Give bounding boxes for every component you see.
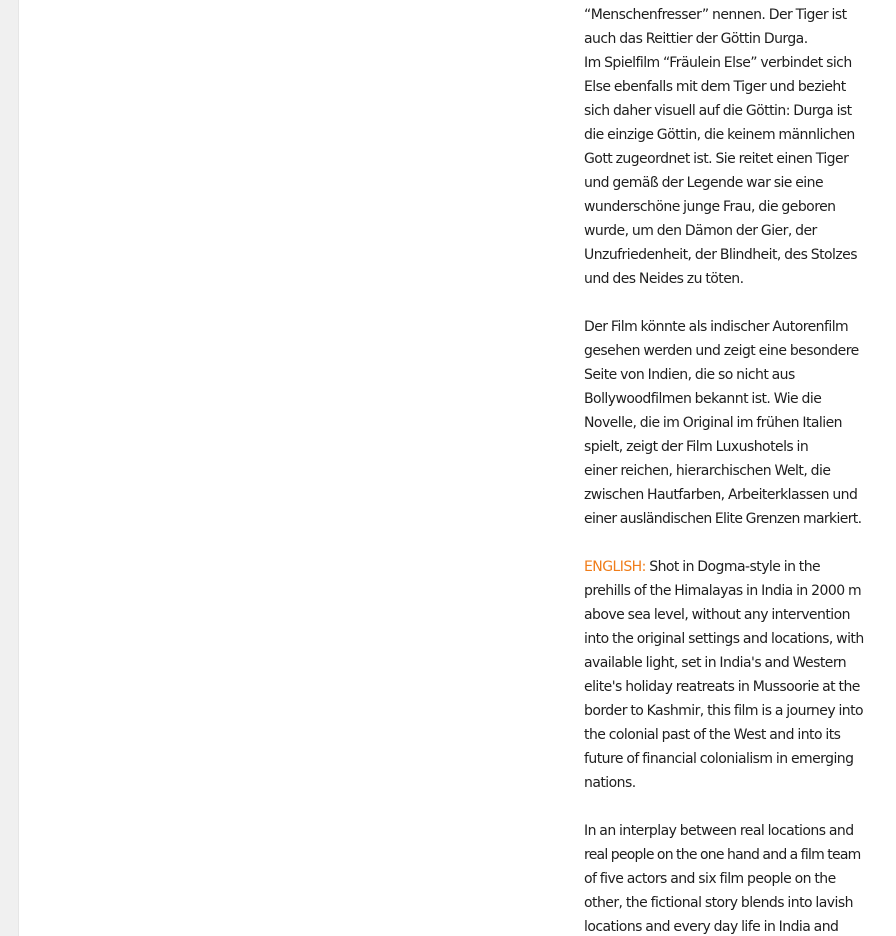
text-line: into the original settings and locations, with (584, 631, 864, 647)
text-line: zwischen Hautfarben, Arbeiterklassen und (584, 487, 858, 503)
text-line: spielt, zeigt der Film Luxushotels in (584, 439, 809, 455)
text-line: gesehen werden und zeigt eine besondere (584, 343, 859, 359)
text-line: Unzufriedenheit, der Blindheit, des Stolzes (584, 247, 857, 263)
text-line: einer ausländischen Elite Grenzen markiert. (584, 511, 862, 527)
text-line (584, 555, 856, 579)
text-line: elite's holiday reatreats in Mussoorie at the (584, 679, 860, 695)
paragraph-english (584, 555, 864, 795)
text-line: Der Film könnte als indischer Autorenfilm (584, 319, 849, 335)
language-label: ENGLISH: (584, 559, 646, 575)
text-line: of five actors and six film people on the (584, 871, 836, 887)
text-line: other, the fictional story blends into lavish (584, 895, 853, 911)
text-line: sich daher visuell auf die Göttin: Durga ist (584, 103, 852, 119)
article-text-column (584, 3, 864, 936)
left-margin-strip (0, 0, 19, 936)
text-line: Seite von Indien, die so nicht aus (584, 367, 795, 383)
text-line: available light, set in India's and Western (584, 655, 847, 671)
text-line: wurde, um den Dämon der Gier, der (584, 223, 817, 239)
text-line-rest: Shot in Dogma-style in the (645, 559, 821, 575)
text-line: Im Spielfilm “Fräulein Else” verbindet sich (584, 55, 852, 71)
text-line: future of financial colonialism in emerging (584, 751, 854, 767)
text-line: In an interplay between real locations and (584, 823, 854, 839)
text-line: und gemäß der Legende war sie eine (584, 175, 824, 191)
paragraph-interplay (584, 819, 861, 936)
paragraph-durga (584, 3, 856, 291)
text-line: auch das Reittier der Göttin Durga. (584, 31, 808, 47)
text-line: Else ebenfalls mit dem Tiger und bezieht (584, 79, 846, 95)
text-line: wunderschöne junge Frau, die geboren (584, 199, 836, 215)
text-line: “Menschenfresser” nennen. Der Tiger ist (584, 7, 847, 23)
text-line: border to Kashmir, this film is a journey into (584, 703, 864, 719)
text-line: the colonial past of the West and into its (584, 727, 841, 743)
paragraph-autorenfilm (584, 315, 862, 531)
text-line: prehills of the Himalayas in India in 2000 m (584, 583, 862, 599)
text-line: Bollywoodfilmen bekannt ist. Wie die (584, 391, 822, 407)
text-line: above sea level, without any intervention (584, 607, 850, 623)
text-line: locations and every day life in India and (584, 919, 839, 935)
text-line: Gott zugeordnet ist. Sie reitet einen Tiger (584, 151, 849, 167)
text-line: die einzige Göttin, die keinem männlichen (584, 127, 855, 143)
text-line: Novelle, die im Original im frühen Italien (584, 415, 842, 431)
text-line: nations. (584, 775, 636, 791)
text-line: real people on the one hand and a film team (584, 847, 861, 863)
text-line: einer reichen, hierarchischen Welt, die (584, 463, 831, 479)
text-line: und des Neides zu töten. (584, 271, 744, 287)
